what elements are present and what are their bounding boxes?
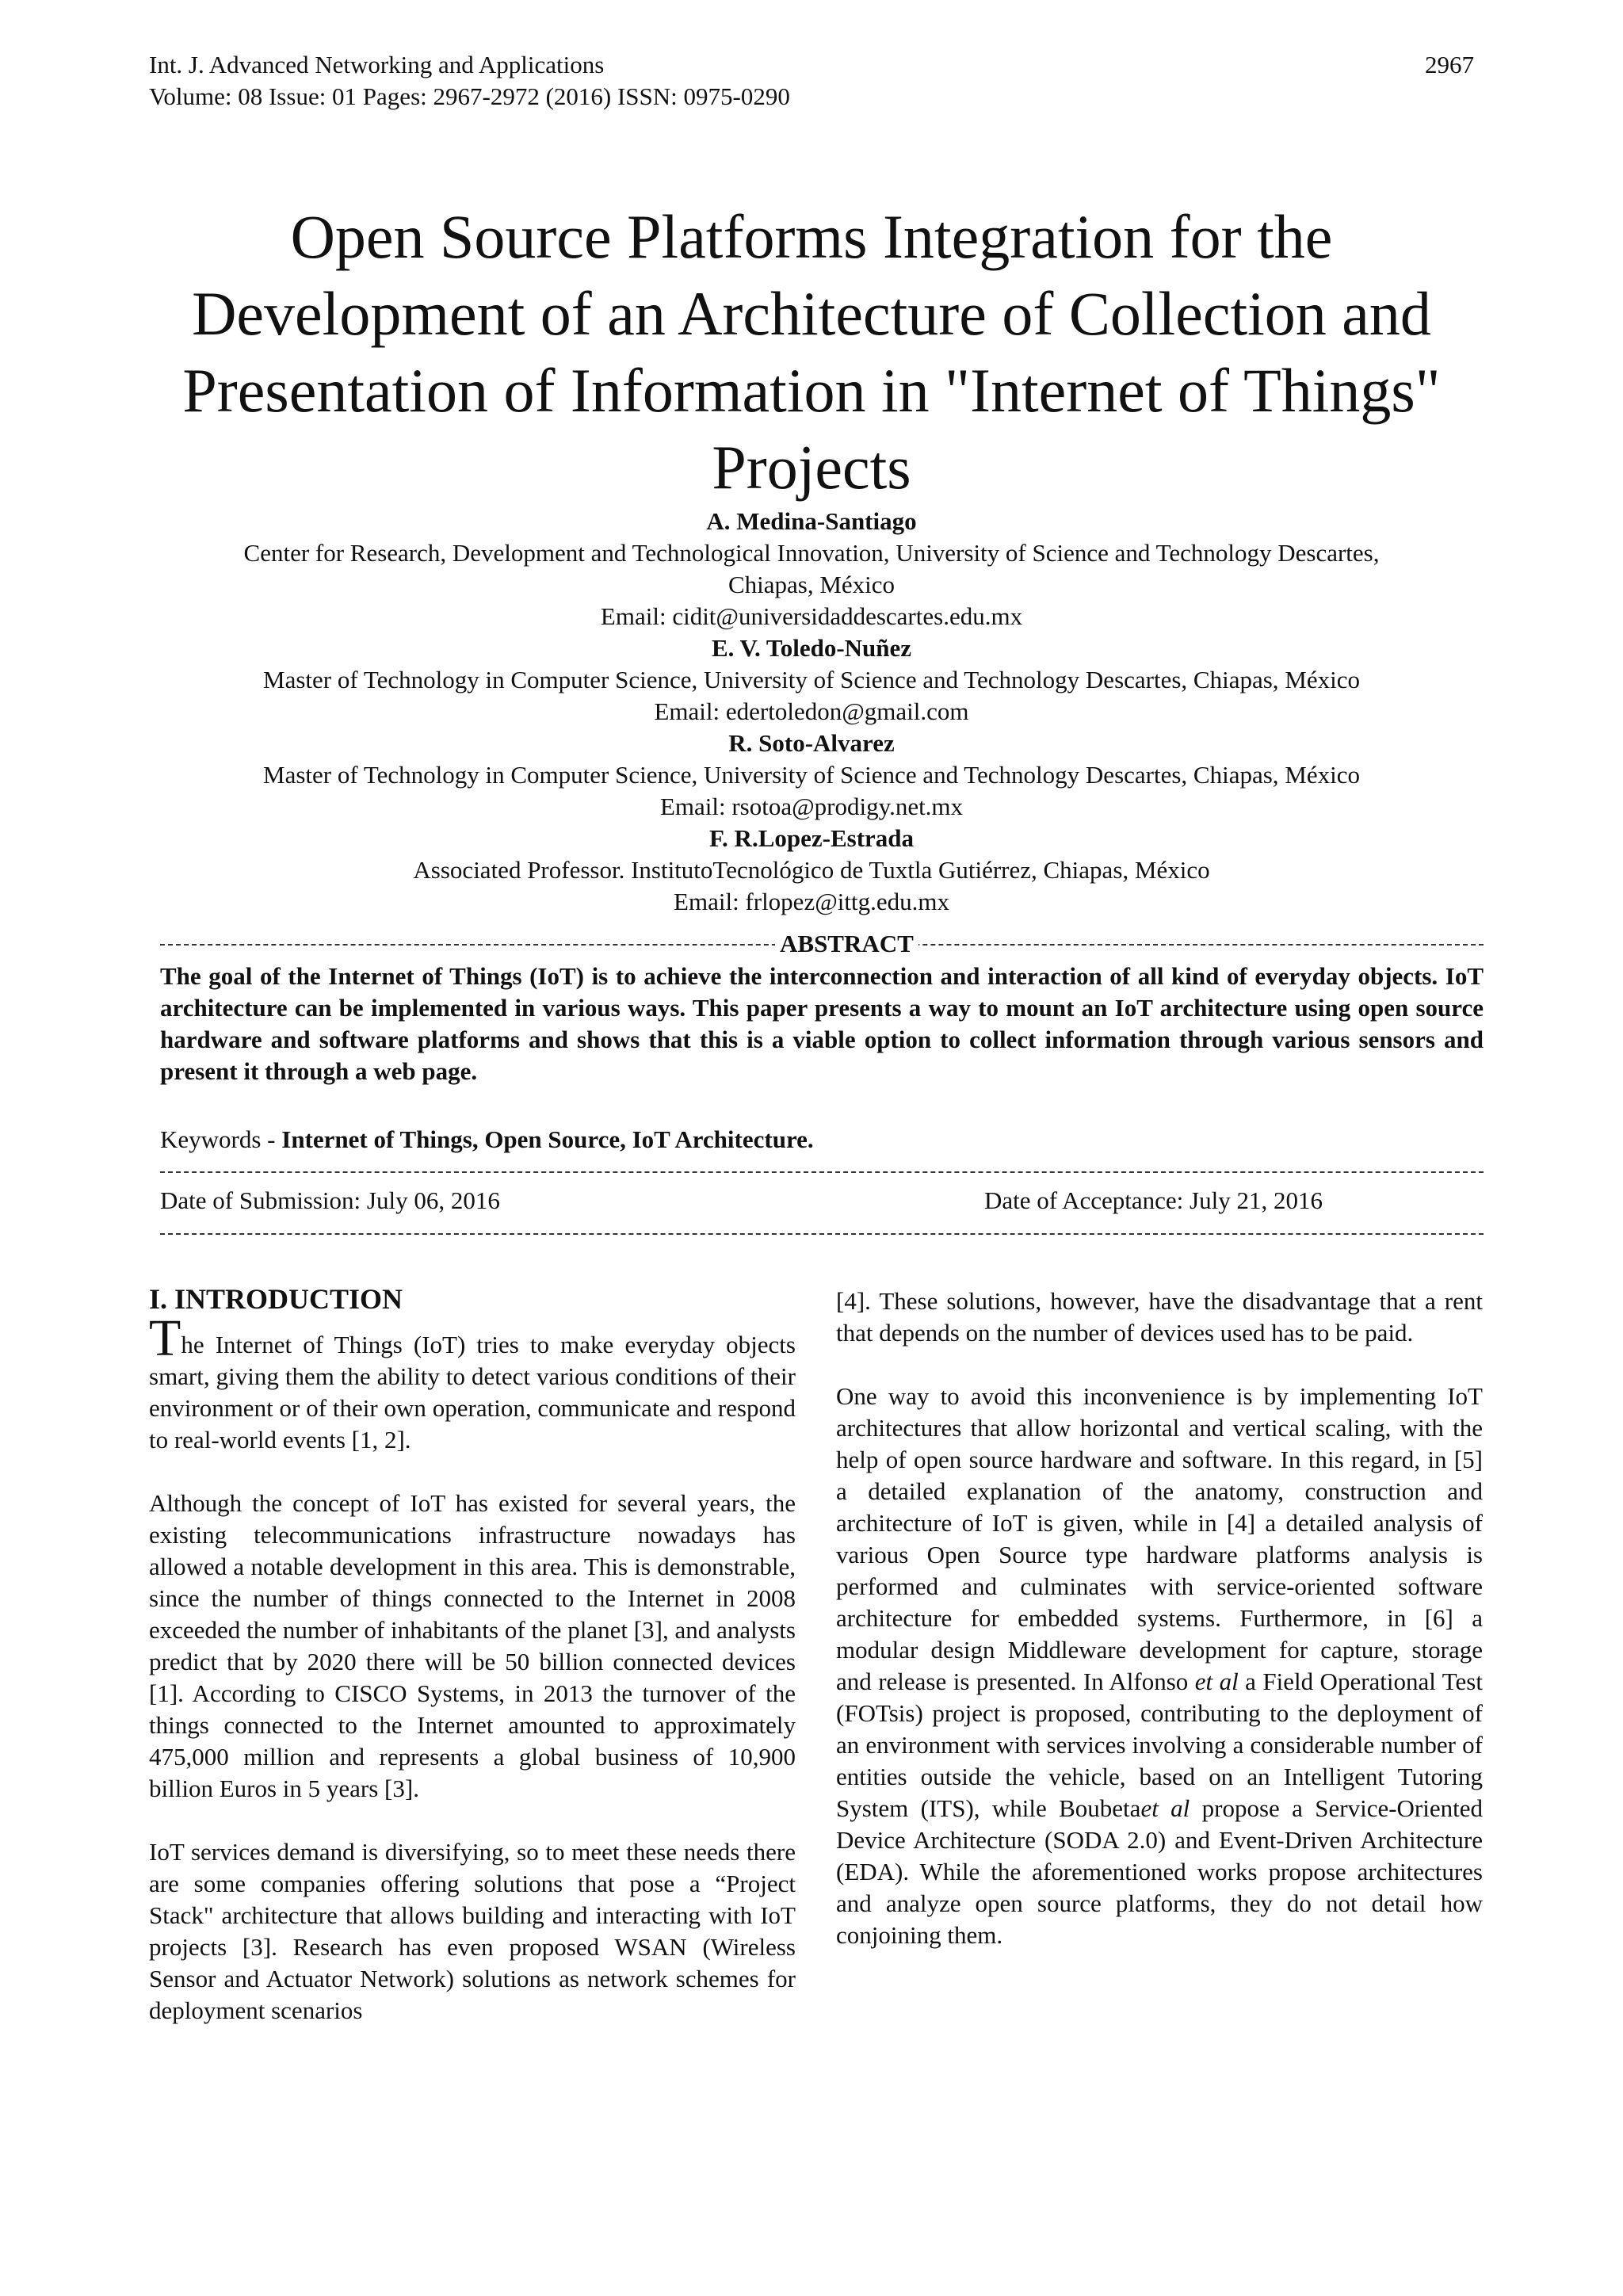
et-al: et al	[1140, 1794, 1190, 1822]
author-block	[119, 506, 1504, 918]
keywords-list: Internet of Things, Open Source, IoT Architecture.	[281, 1125, 814, 1153]
author-name: R. Soto-Alvarez	[728, 729, 895, 757]
acceptance-date: Date of Acceptance: July 21, 2016	[984, 1186, 1323, 1214]
section-heading: I. INTRODUCTION	[149, 1283, 403, 1315]
author-name: F. R.Lopez-Estrada	[708, 824, 915, 852]
dates-divider-bottom	[160, 1233, 1484, 1235]
volume-line: Volume: 08 Issue: 01 Pages: 2967-2972 (2016) ISSN: 0975-0290	[149, 82, 790, 110]
author-affiliation: Chiapas, México	[727, 571, 896, 598]
abstract-text: The goal of the Internet of Things (IoT) is to achieve the interconnection and interaction of all kind of everyday objects. IoT architecture can be implemented in various ways. This paper presents a way to mount an IoT architecture using open source hardware and software platforms and shows that this is a viable option to collect information through various sensors and present it through a web page.	[160, 962, 1484, 1085]
body-paragraph: One way to avoid this inconvenience is by implementing IoT architectures that allow horizontal and vertical scaling, with the help of open source hardware and software. In this regard, in [5] a detailed explanation of the anatomy, construction and architecture of IoT is given, while in [4] a detailed analysis of various Open Source type hardware platforms analysis is performed and culminates with service-oriented software architecture for embedded systems. Furthermore, in [6] a modular design Middleware development for capture, storage and release is presented. In Alfonso et al a Field Operational Test (FOTsis) project is proposed, contributing to the deployment of an environment with services involving a considerable number of entities outside the vehicle, based on an Intelligent Tutoring System (ITS), while Boubetaet al propose a Service-Oriented Device Architecture (SODA 2.0) and Event-Driven Architecture (EDA). While the aforementioned works propose architectures and analyze open source platforms, they do not detail how conjoining them.	[836, 1382, 1483, 1949]
dates-divider-top	[160, 1171, 1484, 1173]
author-affiliation: Master of Technology in Computer Science, University of Science and Technology Descartes, Chiapas, México	[263, 761, 1360, 789]
page-number: 2967	[1425, 51, 1474, 78]
submission-date: Date of Submission: July 06, 2016	[160, 1186, 500, 1214]
author-email: Email: frlopez@ittg.edu.mx	[674, 888, 949, 915]
drop-cap: T	[149, 1309, 181, 1367]
author-affiliation: Master of Technology in Computer Science, University of Science and Technology Descartes, Chiapas, México	[263, 666, 1360, 693]
author-affiliation: Center for Research, Development and Technological Innovation, University of Science and Technology Descartes,	[243, 539, 1380, 567]
author-name: E. V. Toledo-Nuñez	[711, 634, 912, 662]
body-paragraph: [4]. These solutions, however, have the disadvantage that a rent that depends on the number of devices used has to be paid.	[836, 1287, 1483, 1347]
author-email: Email: rsotoa@prodigy.net.mx	[659, 793, 964, 820]
right-column	[836, 1286, 1483, 1983]
keywords-label: Keywords -	[160, 1125, 282, 1153]
left-column	[149, 1282, 796, 2058]
body-paragraph: IoT services demand is diversifying, so to meet these needs there are some companies offering solutions that pose a “Project Stack" architecture that allows building and interacting with IoT projects [3]. Research has even proposed WSAN (Wireless Sensor and Actuator Network) solutions as network schemes for deployment scenarios	[149, 1838, 796, 2024]
et-al: et al	[1194, 1668, 1239, 1695]
intro-paragraph: The Internet of Things (IoT) tries to make everyday objects smart, giving them the ability to detect various conditions of their environment or of their own operation, communicate and respond to real-world events [1, 2].	[149, 1309, 796, 1454]
dates-row	[160, 1185, 1484, 1217]
running-head	[149, 49, 1474, 113]
abstract-label: ABSTRACT	[775, 928, 918, 960]
author-name: A. Medina-Santiago	[706, 507, 917, 535]
keywords	[160, 1124, 1484, 1156]
body-paragraph: Although the concept of IoT has existed for several years, the existing telecommunications infrastructure nowadays has allowed a notable development in this area. This is demonstrable, since the number of things connected to the Internet in 2008 exceeded the number of inhabitants of the planet [3], and analysts predict that by 2020 there will be 50 billion connected devices [1]. According to CISCO Systems, in 2013 the turnover of the things connected to the Internet amounted to approximately 475,000 million and represents a global business of 10,900 billion Euros in 5 years [3].	[149, 1489, 796, 1802]
paper-title: Open Source Platforms Integration for the Development of an Architecture of Collection and Presentation of Information in "Internet of Things" Projects	[182, 202, 1441, 502]
author-email: Email: edertoledon@gmail.com	[654, 697, 969, 725]
author-email: Email: cidit@universidaddescartes.edu.mx	[600, 602, 1023, 630]
journal-name: Int. J. Advanced Networking and Applications	[149, 51, 605, 78]
author-affiliation: Associated Professor. InstitutoTecnológico de Tuxtla Gutiérrez, Chiapas, México	[413, 856, 1210, 884]
